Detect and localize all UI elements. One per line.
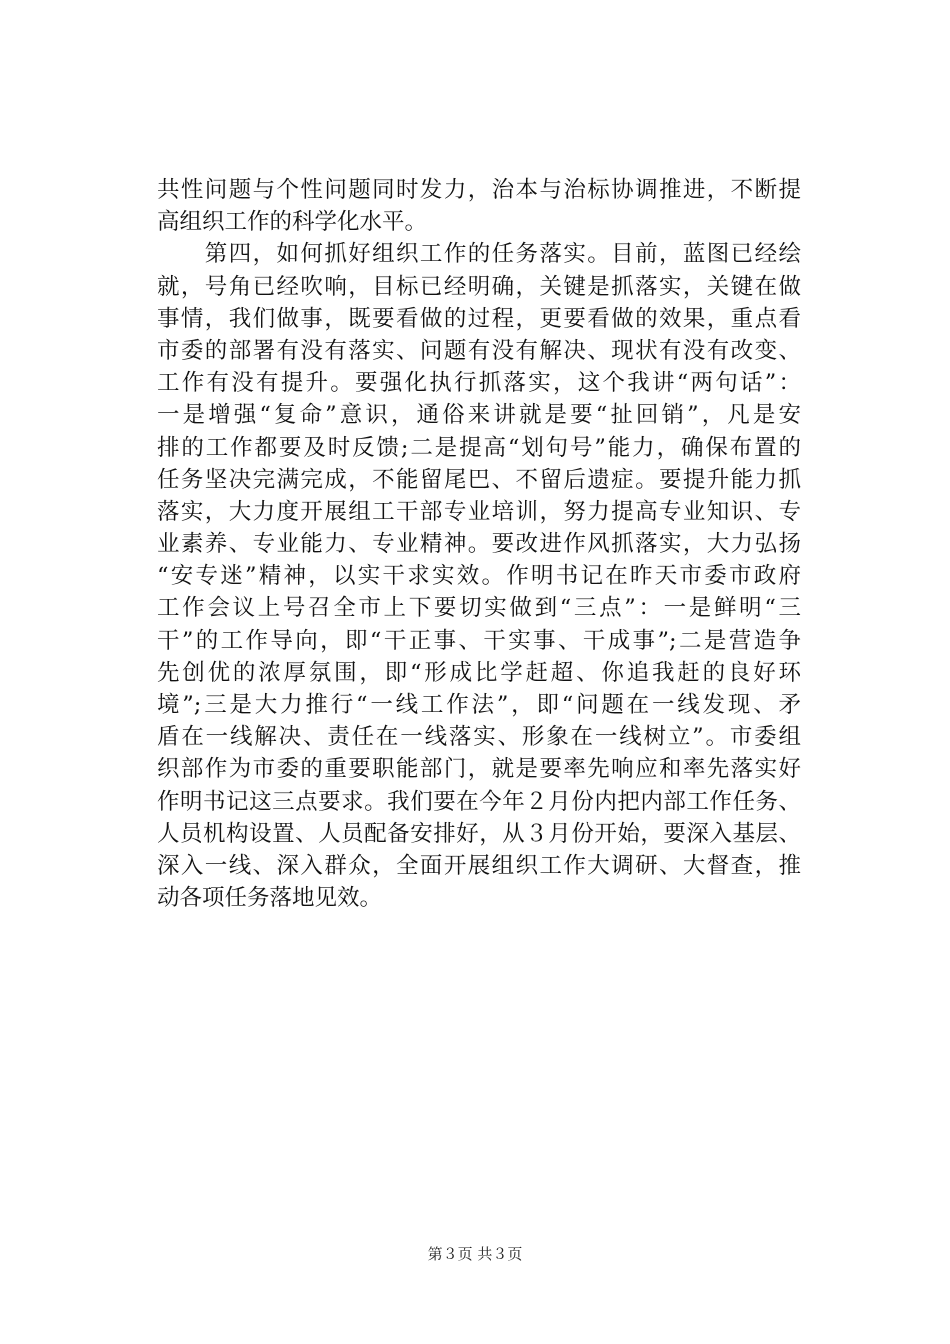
- text-line: 落实，大力度开展组工干部专业培训，努力提高专业知识、专: [157, 498, 801, 525]
- text-line: 业素养、专业能力、专业精神。要改进作风抓落实，大力弘扬: [157, 531, 801, 558]
- text-line: 就，号角已经吹响，目标已经明确，关键是抓落实，关键在做: [157, 273, 801, 300]
- text-line: 境”;三是大力推行“一线工作法”，即“问题在一线发现、矛: [157, 692, 801, 718]
- text-line: 动各项任务落地见效。: [157, 885, 383, 912]
- text-line: 先创优的浓厚氛围，即“形成比学赶超、你追我赶的良好环: [157, 659, 801, 686]
- text-line: 工作有没有提升。要强化执行抓落实，这个我讲“两句话”：: [157, 370, 801, 397]
- text-line: 高组织工作的科学化水平。: [157, 209, 428, 236]
- text-line: “安专迷”精神，以实干求实效。作明书记在昨天市委市政府: [157, 563, 801, 590]
- text-line: 盾在一线解决、责任在一线落实、形象在一线树立”。市委组: [157, 724, 801, 751]
- text-line: 作明书记这三点要求。我们要在今年２月份内把内部工作任务、: [157, 788, 801, 815]
- text-line: 深入一线、深入群众，全面开展组织工作大调研、大督查，推: [157, 852, 801, 879]
- text-line: 一是增强“复命”意识，通俗来讲就是要“扯回销”，凡是安: [157, 402, 801, 429]
- text-line: 人员机构设置、人员配备安排好，从３月份开始，要深入基层、: [157, 820, 801, 847]
- text-line: 第四，如何抓好组织工作的任务落实。目前，蓝图已经绘: [157, 241, 801, 268]
- text-line: 事情，我们做事，既要看做的过程，更要看做的效果，重点看: [157, 305, 801, 332]
- text-line: 市委的部署有没有落实、问题有没有解决、现状有没有改变、: [157, 337, 801, 364]
- text-line: 织部作为市委的重要职能部门，就是要率先响应和率先落实好: [157, 756, 801, 783]
- text-line: 共性问题与个性问题同时发力，治本与治标协调推进，不断提: [157, 177, 801, 203]
- text-line: 工作会议上号召全市上下要切实做到“三点”：一是鲜明“三: [157, 595, 801, 622]
- text-line: 排的工作都要及时反馈;二是提高“划句号”能力，确保布置的: [157, 434, 801, 461]
- page-footer: [0, 1245, 950, 1263]
- body-text: [157, 174, 801, 914]
- page-number: 第３页 共３页: [427, 1245, 523, 1263]
- text-line: 干”的工作导向，即“干正事、干实事、干成事”;二是营造争: [157, 627, 801, 654]
- text-line: 任务坚决完满完成，不能留尾巴、不留后遗症。要提升能力抓: [157, 466, 801, 493]
